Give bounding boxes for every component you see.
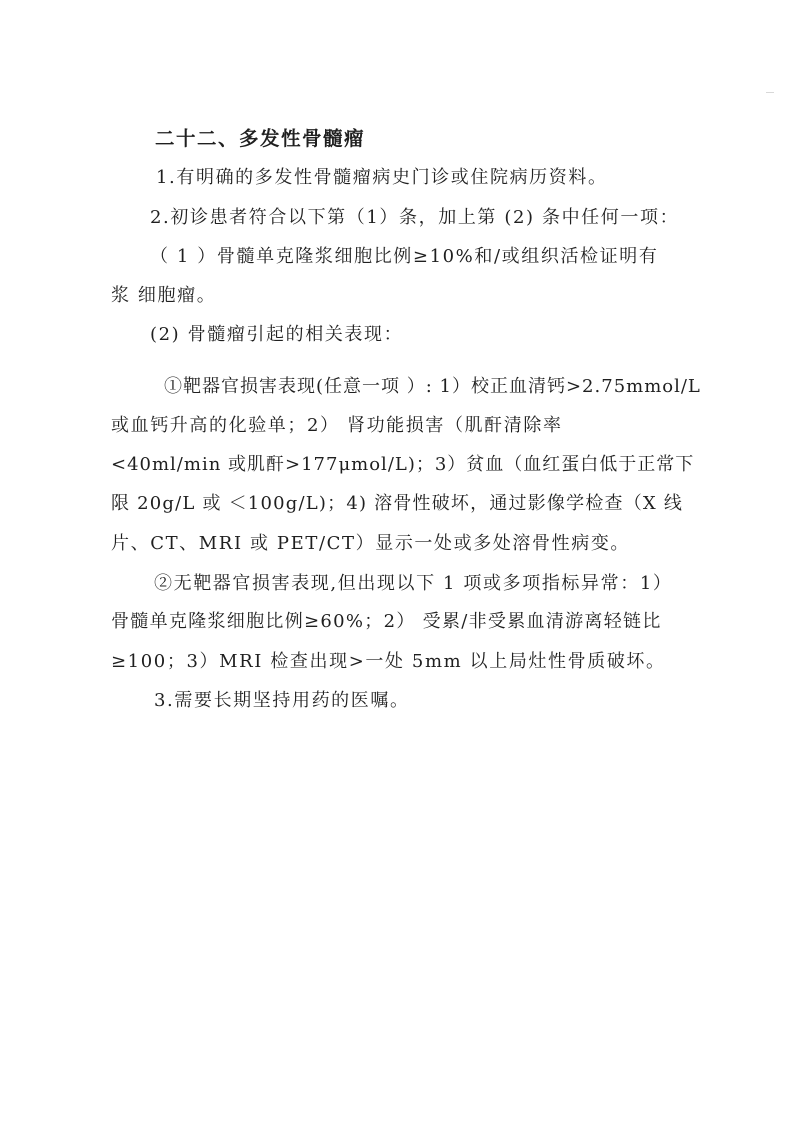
item-3-medication: 3.需要长期坚持用药的医嘱。	[154, 690, 410, 711]
item-1-history: 1.有明确的多发性骨髓瘤病史门诊或住院病历资料。	[156, 167, 608, 188]
scan-mark	[766, 92, 774, 93]
target-organ-line-1: ①靶器官损害表现(任意一项 ）: 1）校正血清钙>2.75mmol/L	[164, 376, 701, 397]
criterion-1-line-2: 浆 细胞瘤。	[111, 285, 217, 306]
target-organ-line-2: 或血钙升高的化验单；2） 肾功能损害（肌酐清除率	[111, 415, 563, 436]
no-target-organ-line-3: ≥100；3）MRI 检查出现>一处 5mm 以上局灶性骨质破坏。	[111, 651, 666, 672]
criterion-1-line-1: （ 1 ）骨髓单克隆浆细胞比例≥10%和/或组织活检证明有	[150, 246, 659, 267]
item-2-criteria-intro: 2.初诊患者符合以下第（1）条，加上第 (2) 条中任何一项：	[150, 207, 680, 228]
criterion-2-heading: (2) 骨髓瘤引起的相关表现：	[150, 324, 404, 345]
section-heading: 二十二、多发性骨髓瘤	[155, 127, 366, 150]
no-target-organ-line-2: 骨髓单克隆浆细胞比例≥60%；2） 受累/非受累血清游离轻链比	[111, 611, 662, 632]
target-organ-line-4: 限 20g/L 或 ＜100g/L)；4) 溶骨性破坏，通过影像学检查（X 线	[111, 493, 684, 514]
no-target-organ-line-1: ②无靶器官损害表现,但出现以下 1 项或多项指标异常：1）	[154, 573, 673, 594]
target-organ-line-3: <40ml/min 或肌酐>177μmol/L)；3）贫血（血红蛋白低于正常下	[111, 454, 695, 475]
target-organ-line-5: 片、CT、MRI 或 PET/CT）显示一处或多处溶骨性病变。	[111, 533, 631, 554]
